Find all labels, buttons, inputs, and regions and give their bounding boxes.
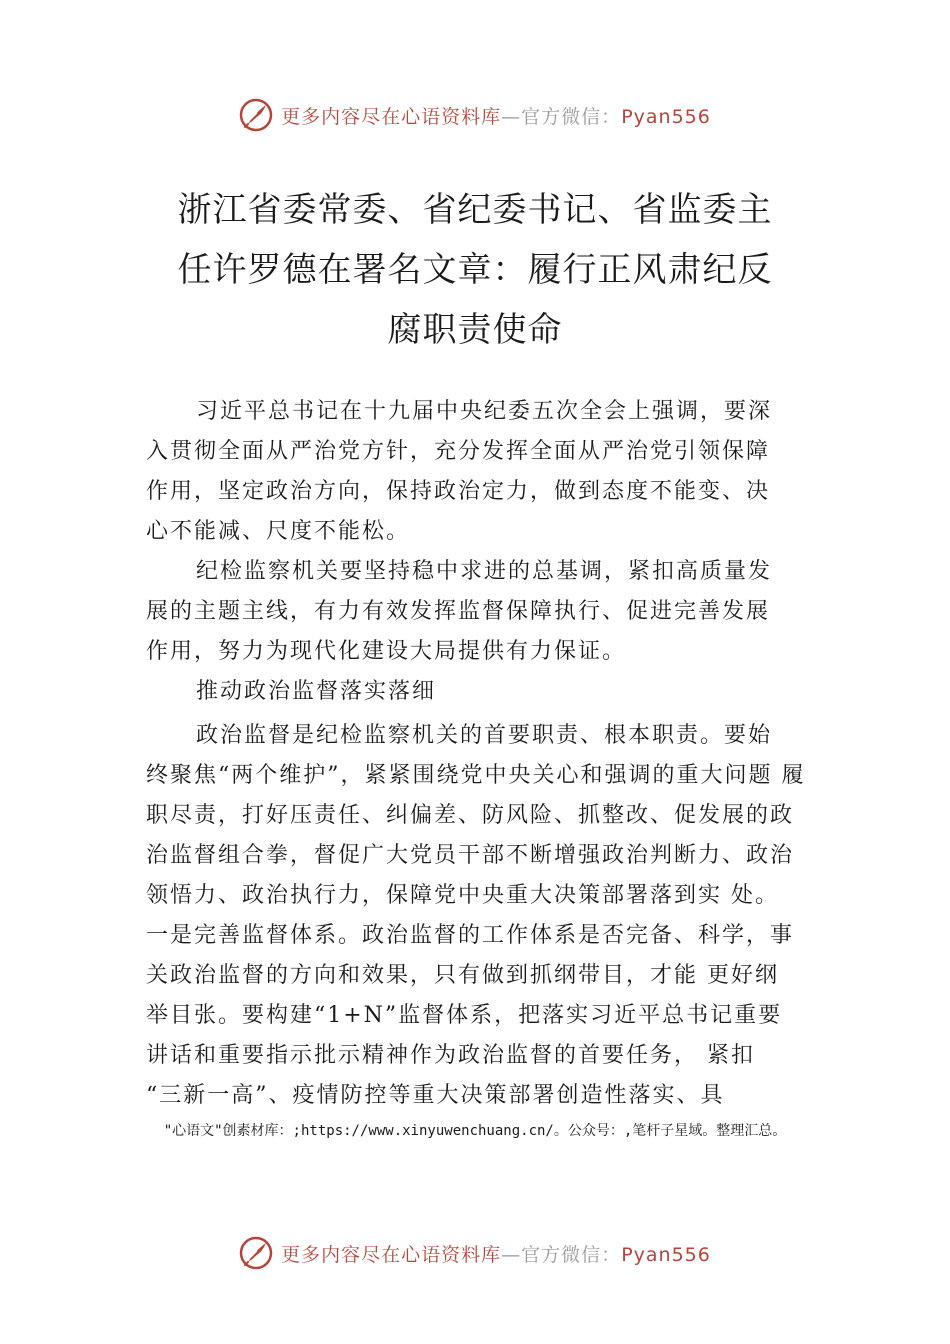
banner-main: 更多内容尽在心语资料库 [281,105,502,128]
paragraph-line: 一是完善监督体系。政治监督的工作体系是否完备、科学，事 [146,923,795,948]
paragraph-line: 入贯彻全面从严治党方针，充分发挥全面从严治党引领保障 [146,439,771,464]
paragraph-line: 领悟力、政治执行力，保障党中央重大决策部署落到实 处。 [146,883,779,908]
source-note: "心语文"创素材库：;https://www.xinyuwenchuang.cn/。公众号：,笔杆子星域。整理汇总。 [163,1123,787,1139]
paragraph-line: 治监督组合拳，督促广大党员干部不断增强政治判断力、政治 [146,843,795,868]
paragraph-line: 职尽责，打好压责任、纠偏差、防风险、抓整改、促发展的政 [146,803,795,828]
banner-wechat-id: Pyan556 [621,1243,711,1266]
document-title [150,180,800,360]
paragraph-line: 政治监督是纪检监察机关的首要职责、根本职责。要始 [196,723,773,748]
title-line: 任许罗德在署名文章：履行正风肃纪反 [177,250,773,290]
banner-text [281,102,711,129]
banner-main: 更多内容尽在心语资料库 [281,1243,502,1266]
feather-logo-icon [239,1236,273,1270]
banner-dash: — [501,105,522,128]
paragraph-line: 作用，坚定政治方向，保持政治定力，做到态度不能变、决 [146,479,771,504]
paragraph-line: 习近平总书记在十九届中央纪委五次全会上强调，要深 [196,399,773,424]
title-line: 浙江省委常委、省纪委书记、省监委主 [177,190,773,230]
section-heading: 推动政治监督落实落细 [196,679,437,704]
banner-wechat-id: Pyan556 [621,105,711,128]
top-banner [0,95,950,135]
paragraph-line: “三新一高”、疫情防控等重大决策部署创造性落实、具 [146,1083,725,1108]
bottom-banner [0,1233,950,1273]
paragraph-line: 纪检监察机关要坚持稳中求进的总基调，紧扣高质量发 [196,559,773,584]
paragraph-line: 心不能减、尺度不能松。 [146,519,411,544]
title-line: 腐职责使命 [387,310,563,350]
banner-text [281,1240,711,1267]
banner-dash: — [501,1243,522,1266]
paragraph-line: 讲话和重要指示批示精神作为政治监督的首要任务， 紧扣 [146,1043,755,1068]
paragraph-line: 作用，努力为现代化建设大局提供有力保证。 [146,639,627,664]
document-body [146,392,826,1116]
paragraph-line: 举目张。要构建“1+N”监督体系，把落实习近平总书记重要 [146,1003,783,1028]
feather-logo-icon [239,98,273,132]
paragraph-line: 展的主题主线，有力有效发挥监督保障执行、促进完善发展 [146,599,771,624]
paragraph-line: 终聚焦“两个维护”，紧紧围绕党中央关心和强调的重大问题 履 [146,763,806,788]
paragraph-line: 关政治监督的方向和效果，只有做到抓纲带目，才能 更好纲 [146,963,779,988]
banner-wechat-label: 官方微信： [521,1243,622,1266]
banner-wechat-label: 官方微信： [521,105,622,128]
